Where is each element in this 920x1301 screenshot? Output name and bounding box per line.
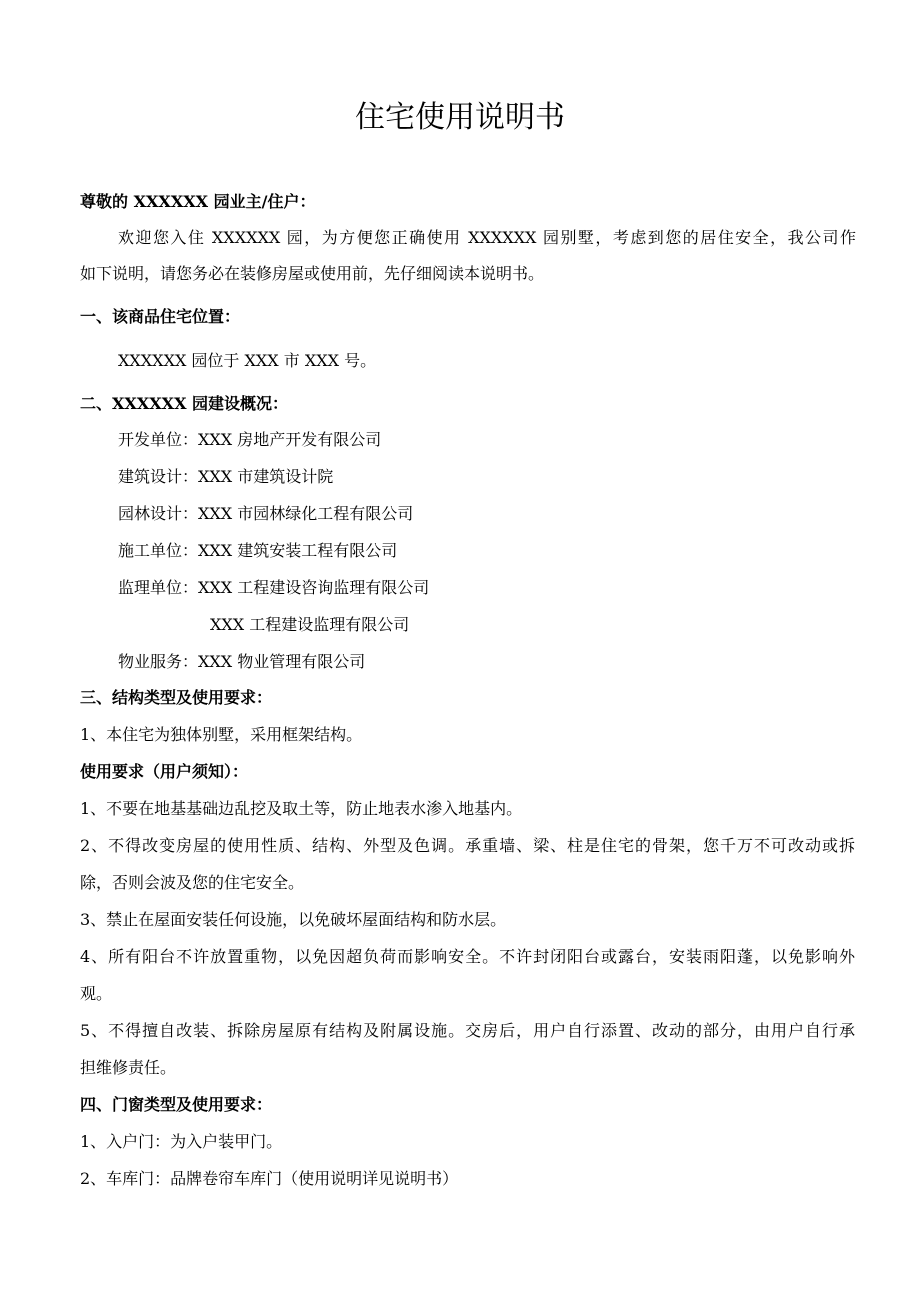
architect-line: 建筑设计：XXX 市建筑设计院 bbox=[118, 467, 334, 486]
salutation: 尊敬的 XXXXXX 园业主/住户： bbox=[80, 192, 316, 211]
landscape-line: 园林设计：XXX 市园林绿化工程有限公司 bbox=[118, 504, 414, 523]
requirement-2-line-1: 2、不得改变房屋的使用性质、结构、外型及色调。承重墙、梁、柱是住宅的骨架，您千万不可改动或拆 bbox=[80, 836, 855, 855]
garage-door-line: 2、车库门：品牌卷帘车库门（使用说明详见说明书） bbox=[80, 1169, 459, 1188]
intro-line-2: 如下说明，请您务必在装修房屋或使用前，先仔细阅读本说明书。 bbox=[80, 264, 545, 283]
contractor-line: 施工单位：XXX 建筑安装工程有限公司 bbox=[118, 541, 398, 560]
structure-line: 1、本住宅为独体别墅，采用框架结构。 bbox=[80, 725, 363, 744]
requirement-5-line-1: 5、不得擅自改装、拆除房屋原有结构及附属设施。交房后，用户自行添置、改动的部分，由用户自行承 bbox=[80, 1021, 855, 1040]
supervisor-line-2: XXX 工程建设监理有限公司 bbox=[210, 615, 410, 634]
intro-line-1: 欢迎您入住 XXXXXX 园，为方便您正确使用 XXXXXX 园别墅，考虑到您的居住安全，我公司作 bbox=[118, 228, 856, 247]
section4-heading: 四、门窗类型及使用要求： bbox=[80, 1095, 273, 1114]
section3-heading: 三、结构类型及使用要求： bbox=[80, 688, 273, 707]
property-service-line: 物业服务：XXX 物业管理有限公司 bbox=[118, 652, 366, 671]
requirement-3: 3、禁止在屋面安装任何设施，以免破坏屋面结构和防水层。 bbox=[80, 910, 507, 929]
entry-door-line: 1、入户门：为入户装甲门。 bbox=[80, 1132, 283, 1151]
requirement-4-line-1: 4、所有阳台不许放置重物，以免因超负荷而影响安全。不许封闭阳台或露台，安装雨阳蓬，以免影响外 bbox=[80, 947, 855, 966]
document-title: 住宅使用说明书 bbox=[355, 100, 565, 135]
requirement-2-line-2: 除，否则会波及您的住宅安全。 bbox=[80, 873, 305, 892]
requirement-4-line-2: 观。 bbox=[80, 984, 113, 1003]
section1-heading: 一、该商品住宅位置： bbox=[80, 307, 241, 326]
supervisor-line: 监理单位：XXX 工程建设咨询监理有限公司 bbox=[118, 578, 430, 597]
requirements-heading: 使用要求（用户须知）： bbox=[80, 762, 249, 781]
section1-text: XXXXXX 园位于 XXX 市 XXX 号。 bbox=[118, 351, 377, 370]
requirement-5-line-2: 担维修责任。 bbox=[80, 1058, 177, 1077]
requirement-1: 1、不要在地基基础边乱挖及取土等，防止地表水渗入地基内。 bbox=[80, 799, 523, 818]
developer-line: 开发单位：XXX 房地产开发有限公司 bbox=[118, 430, 382, 449]
section2-heading: 二、XXXXXX 园建设概况： bbox=[80, 394, 289, 413]
